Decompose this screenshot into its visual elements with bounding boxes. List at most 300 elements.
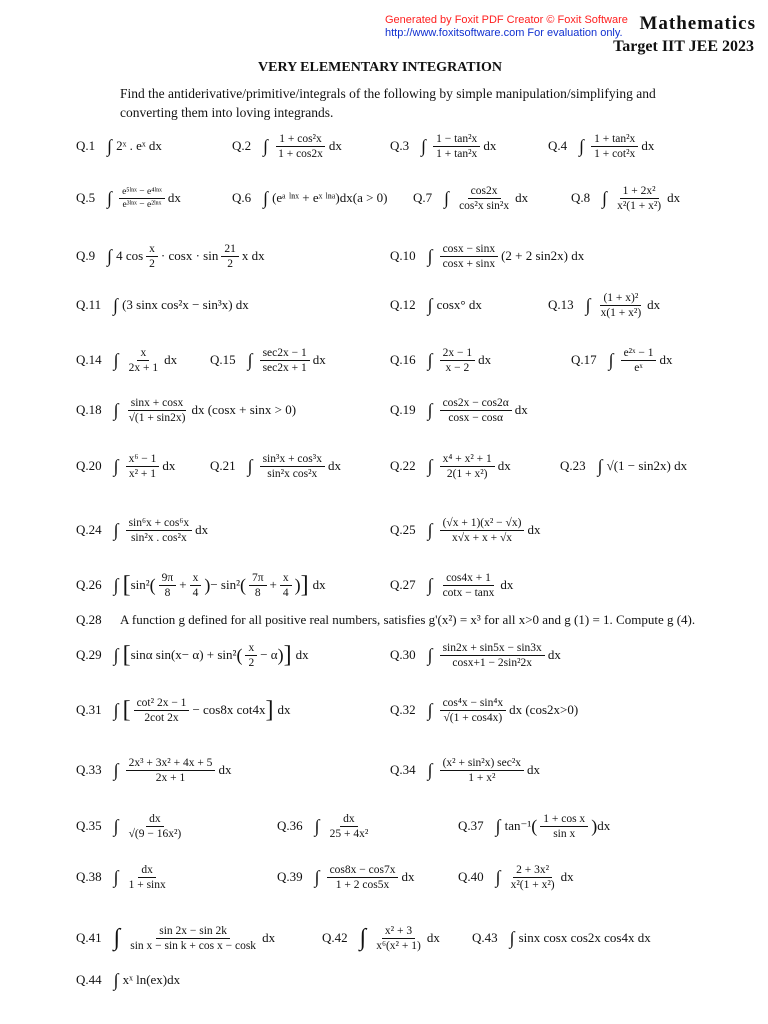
denominator: x²(1 + x²) (617, 199, 662, 212)
integral-sign: ∫ (495, 816, 501, 836)
fraction (433, 133, 480, 160)
question-tail: dx (426, 930, 440, 945)
integral-sign: ∫ (444, 188, 450, 208)
integral-sign: ∫ (263, 136, 269, 156)
question-body: xˣ ln(ex)dx (122, 972, 181, 987)
question-37 (458, 802, 610, 850)
question-label: Q.26 (76, 577, 102, 592)
integral-sign: ∫ (247, 350, 253, 370)
integral-sign: ∫ (247, 456, 253, 476)
question-tail: dx (659, 352, 673, 367)
question-15 (210, 336, 326, 384)
question-body: cosx° dx (436, 297, 482, 312)
numerator: cos4x + 1 (443, 572, 494, 586)
question-24 (76, 506, 208, 554)
question-label: Q.33 (76, 762, 102, 777)
question-body: A function g defined for all positive real numbers, satisfies g'(x²) = x³ for all x>0 and g (1) = 1. Compute g (4). (120, 612, 696, 627)
fraction (126, 757, 216, 784)
integral-sign: ∫ (113, 970, 119, 990)
denominator: x²(1 + x²) (510, 878, 555, 891)
denominator: eˣ (634, 361, 643, 374)
numerator: x (190, 572, 202, 586)
subject-heading: Mathematics (639, 13, 756, 34)
right-bracket: ] (300, 572, 309, 598)
denominator: √(1 + cos4x) (443, 711, 503, 724)
numerator: x (146, 243, 158, 257)
question-tail: dx (327, 458, 341, 473)
question-tail: dx (218, 762, 232, 777)
question-end: dx (277, 702, 291, 717)
question-middle: · cosx · sin (160, 248, 219, 263)
denominator: x√x + x + √x (451, 531, 513, 544)
question-tail: dx (195, 522, 209, 537)
numerator: e²ˣ − 1 (621, 347, 657, 361)
question-17 (571, 336, 672, 384)
question-label: Q.32 (390, 702, 416, 717)
integral-sign: ∫ (421, 136, 427, 156)
numerator: x (280, 572, 292, 586)
fraction (373, 925, 424, 952)
integral-sign: ∫ (427, 645, 433, 665)
numerator: (√x + 1)(x² − √x) (440, 517, 525, 531)
question-prefix: 4 cos (116, 248, 144, 263)
question-operator: + (269, 577, 277, 592)
question-2 (232, 122, 342, 170)
integral-sign: ∫ (113, 816, 119, 836)
numerator: 1 + tan²x (591, 133, 638, 147)
integral-sign: ∫ (427, 700, 433, 720)
question-28 (76, 612, 696, 628)
question-label: Q.5 (76, 190, 96, 205)
question-label: Q.38 (76, 869, 102, 884)
left-paren: ( (239, 575, 246, 595)
question-tail: dx (667, 190, 681, 205)
question-8 (571, 174, 680, 222)
question-tail: dx (597, 818, 611, 833)
question-32 (390, 686, 578, 734)
integral-sign: ∫ (585, 295, 591, 315)
question-19 (390, 386, 528, 434)
denominator: √(9 − 16x²) (128, 827, 182, 840)
question-35 (76, 802, 187, 850)
question-29 (76, 631, 309, 679)
numerator: 1 + 2x² (620, 185, 659, 199)
integral-sign: ∫ (107, 246, 113, 266)
question-6 (232, 174, 388, 222)
right-bracket: ] (265, 697, 274, 723)
question-tail: dx (515, 190, 529, 205)
question-label: Q.29 (76, 647, 102, 662)
denominator: x(1 + x²) (600, 306, 642, 319)
right-paren: ) (591, 816, 598, 836)
denominator: x² + 1 (128, 467, 157, 480)
question-label: Q.19 (390, 402, 416, 417)
numerator: sin 2x − sin 2k (156, 925, 230, 939)
question-tail: dx (312, 577, 326, 592)
question-42 (322, 914, 440, 962)
denominator: cos²x sin²x (459, 199, 510, 212)
question-label: Q.25 (390, 522, 416, 537)
numerator: 21 (221, 243, 239, 257)
denominator: 2x + 1 (155, 771, 186, 784)
question-27 (390, 561, 513, 609)
numerator: 1 + cos²x (276, 133, 325, 147)
denominator: 1 + tan²x (436, 147, 478, 160)
question-16 (390, 336, 491, 384)
question-43 (472, 914, 651, 962)
fraction (245, 642, 257, 669)
denominator: cosx+1 − 2sin²2x (452, 656, 533, 669)
integral-sign: ∫ (579, 136, 585, 156)
question-body: (3 sinx cos²x − sin³x) dx (122, 297, 249, 312)
question-tail: dx (162, 458, 176, 473)
question-label: Q.15 (210, 352, 236, 367)
denominator: sec2x + 1 (262, 361, 307, 374)
integral-sign: ∫ (427, 575, 433, 595)
fraction (159, 572, 177, 599)
question-label: Q.13 (548, 297, 574, 312)
fraction (280, 572, 292, 599)
question-label: Q.35 (76, 818, 102, 833)
question-tail: − cos8x cot4x (192, 702, 266, 717)
denominator: sin²x . cos²x (130, 531, 187, 544)
numerator: cos2x (468, 185, 501, 199)
fraction (126, 453, 160, 480)
question-tail: dx (262, 930, 276, 945)
denominator: 1 + x² (468, 771, 496, 784)
question-label: Q.30 (390, 647, 416, 662)
question-label: Q.6 (232, 190, 252, 205)
question-4 (548, 122, 654, 170)
integral-sign: ∫ (107, 188, 113, 208)
numerator: x² + 3 (382, 925, 415, 939)
denominator: 2cot 2x (144, 711, 179, 724)
integral-sign: ∫ (597, 456, 603, 476)
question-tail: x dx (241, 248, 265, 263)
numerator: 7π (249, 572, 267, 586)
question-14 (76, 336, 177, 384)
numerator: (1 + x)² (600, 292, 641, 306)
question-tail: dx (514, 402, 528, 417)
question-40 (458, 853, 574, 901)
question-34 (390, 746, 540, 794)
fraction (440, 347, 476, 374)
question-body: sinx cosx cos2x cos4x dx (518, 930, 651, 945)
right-paren: ) (277, 645, 284, 665)
integral-sign: ∫ (107, 136, 113, 156)
question-22 (390, 442, 511, 490)
question-prefix: tan⁻¹ (504, 818, 532, 833)
left-paren: ( (531, 816, 538, 836)
fraction (440, 517, 525, 544)
numerator: 1 + cos x (540, 813, 588, 827)
fraction (508, 864, 558, 891)
question-label: Q.2 (232, 138, 252, 153)
question-38 (76, 853, 172, 901)
question-label: Q.40 (458, 869, 484, 884)
question-label: Q.34 (390, 762, 416, 777)
denominator: 1 + cot²x (594, 147, 636, 160)
integral-sign: ∫ (495, 867, 501, 887)
integral-sign: ∫ (113, 925, 121, 951)
question-label: Q.17 (571, 352, 597, 367)
fraction (275, 133, 326, 160)
question-operator: + (179, 577, 187, 592)
numerator: 9π (159, 572, 177, 586)
question-label: Q.43 (472, 930, 498, 945)
question-1 (76, 122, 162, 170)
numerator: sinx + cosx (128, 397, 187, 411)
page-title: VERY ELEMENTARY INTEGRATION (258, 60, 503, 75)
fraction (190, 572, 202, 599)
denominator: sin x − sin k + cos x − cosk (130, 939, 257, 952)
question-prefix: sin² (130, 577, 150, 592)
integral-sign: ∫ (113, 575, 119, 595)
integral-sign: ∫ (602, 188, 608, 208)
question-tail: dx (167, 190, 181, 205)
question-tail: dx (478, 352, 492, 367)
denominator: 4 (192, 586, 199, 599)
question-label: Q.1 (76, 138, 96, 153)
question-tail: (2 + 2 sin2x) dx (501, 248, 585, 263)
question-prefix: sinα sin(x− α) + sin² (130, 647, 237, 662)
question-10 (390, 232, 584, 280)
question-tail: dx (497, 458, 511, 473)
fraction (440, 453, 495, 480)
fraction (591, 133, 638, 160)
question-5 (76, 174, 181, 222)
fraction (119, 187, 165, 210)
target-heading: Target IIT JEE 2023 (613, 38, 754, 55)
fraction (327, 864, 399, 891)
fraction (440, 243, 499, 270)
question-33 (76, 746, 231, 794)
question-tail: dx (647, 297, 661, 312)
question-label: Q.42 (322, 930, 348, 945)
fraction (440, 397, 512, 424)
numerator: 2x³ + 3x² + 4x + 5 (126, 757, 216, 771)
fraction (146, 243, 158, 270)
question-tail: − α (260, 647, 278, 662)
question-36 (277, 802, 374, 850)
question-tail: dx (cosx + sinx > 0) (191, 402, 297, 417)
integral-sign: ∫ (113, 520, 119, 540)
question-label: Q.27 (390, 577, 416, 592)
integral-sign: ∫ (314, 816, 320, 836)
numerator: 2 + 3x² (513, 864, 552, 878)
question-body: (eᵃ ˡⁿˣ + eˣ ˡⁿᵃ)dx(a > 0) (272, 190, 388, 205)
integral-sign: ∫ (427, 295, 433, 315)
question-25 (390, 506, 540, 554)
right-bracket: ] (283, 642, 292, 668)
numerator: dx (146, 813, 164, 827)
numerator: sin³x + cos³x (260, 453, 325, 467)
integral-sign: ∫ (113, 456, 119, 476)
numerator: sec2x − 1 (260, 347, 310, 361)
numerator: e⁵ˡⁿˣ − e⁴ˡⁿˣ (119, 187, 165, 199)
denominator: 4 (282, 586, 289, 599)
numerator: x⁴ + x² + 1 (440, 453, 495, 467)
question-44 (76, 956, 180, 1004)
fraction (440, 757, 524, 784)
question-label: Q.10 (390, 248, 416, 263)
fraction (440, 572, 498, 599)
integral-sign: ∫ (427, 246, 433, 266)
fraction (126, 813, 185, 840)
fraction (249, 572, 267, 599)
denominator: sin²x cos²x (267, 467, 318, 480)
integral-sign: ∫ (113, 350, 119, 370)
left-bracket: [ (122, 572, 131, 598)
question-9 (76, 232, 265, 280)
right-paren: ) (204, 575, 211, 595)
fraction (260, 347, 310, 374)
denominator: 1 + cos2x (278, 147, 323, 160)
integral-sign: ∫ (263, 188, 269, 208)
question-label: Q.8 (571, 190, 591, 205)
question-label: Q.12 (390, 297, 416, 312)
fraction (598, 292, 645, 319)
denominator: 8 (254, 586, 261, 599)
denominator: cotx − tanx (442, 586, 495, 599)
fraction (221, 243, 239, 270)
question-label: Q.20 (76, 458, 102, 473)
fraction (260, 453, 325, 480)
question-label: Q.41 (76, 930, 102, 945)
question-30 (390, 631, 561, 679)
numerator: dx (138, 864, 156, 878)
fraction (456, 185, 512, 212)
left-paren: ( (149, 575, 156, 595)
numerator: dx (340, 813, 358, 827)
numerator: cos⁴x − sin⁴x (440, 697, 507, 711)
integral-sign: ∫ (427, 760, 433, 780)
fraction (327, 813, 372, 840)
denominator: 2 (248, 656, 255, 669)
question-label: Q.18 (76, 402, 102, 417)
question-tail: dx (401, 869, 415, 884)
question-label: Q.11 (76, 297, 102, 312)
fraction (126, 864, 169, 891)
denominator: x − 2 (445, 361, 470, 374)
question-tail: dx (527, 522, 541, 537)
denominator: 1 + 2 cos5x (335, 878, 390, 891)
question-label: Q.16 (390, 352, 416, 367)
question-18 (76, 386, 296, 434)
integral-sign: ∫ (113, 760, 119, 780)
denominator: 2x + 1 (128, 361, 159, 374)
integral-sign: ∫ (427, 350, 433, 370)
numerator: 2x − 1 (440, 347, 476, 361)
left-bracket: [ (122, 697, 131, 723)
question-label: Q.22 (390, 458, 416, 473)
denominator: 8 (164, 586, 171, 599)
question-tail: dx (527, 762, 541, 777)
integral-sign: ∫ (113, 700, 119, 720)
fraction (126, 347, 162, 374)
question-label: Q.36 (277, 818, 303, 833)
fraction (127, 925, 259, 952)
question-20 (76, 442, 175, 490)
integral-sign: ∫ (113, 295, 119, 315)
question-tail: dx (164, 352, 178, 367)
denominator: 2 (227, 257, 233, 270)
question-tail: dx (cos2x>0) (509, 702, 579, 717)
question-label: Q.3 (390, 138, 410, 153)
numerator: cosx − sinx (440, 243, 499, 257)
question-label: Q.21 (210, 458, 236, 473)
denominator: sin x (553, 827, 576, 840)
question-label: Q.44 (76, 972, 102, 987)
fraction (540, 813, 588, 840)
fraction (134, 697, 190, 724)
question-middle: − sin² (210, 577, 240, 592)
denominator: cosx + sinx (442, 257, 496, 270)
numerator: cot² 2x − 1 (134, 697, 190, 711)
question-label: Q.24 (76, 522, 102, 537)
integral-sign: ∫ (314, 867, 320, 887)
question-label: Q.31 (76, 702, 102, 717)
watermark-line-2[interactable]: http://www.foxitsoftware.com For evaluation only. (385, 27, 623, 39)
fraction (621, 347, 657, 374)
question-12 (390, 281, 482, 329)
numerator: x (245, 642, 257, 656)
question-11 (76, 281, 249, 329)
question-label: Q.7 (413, 190, 433, 205)
question-tail: dx (547, 647, 561, 662)
question-label: Q.39 (277, 869, 303, 884)
question-label: Q.4 (548, 138, 568, 153)
question-label: Q.23 (560, 458, 586, 473)
denominator: cosx − cosα (448, 411, 503, 424)
question-21 (210, 442, 341, 490)
question-3 (390, 122, 496, 170)
denominator: e³ˡⁿˣ − e²ˡⁿˣ (122, 199, 162, 210)
fraction (614, 185, 664, 212)
fraction (126, 517, 193, 544)
question-tail: dx (560, 869, 574, 884)
integral-sign: ∫ (427, 400, 433, 420)
question-tail: dx (483, 138, 497, 153)
denominator: 2 (149, 257, 155, 270)
denominator: 25 + 4x² (329, 827, 369, 840)
question-body: √(1 − sin2x) dx (606, 458, 688, 473)
question-39 (277, 853, 414, 901)
integral-sign: ∫ (509, 928, 515, 948)
question-label: Q.14 (76, 352, 102, 367)
question-tail: dx (500, 577, 514, 592)
question-23 (560, 442, 687, 490)
question-31 (76, 686, 290, 734)
numerator: x (137, 347, 149, 361)
fraction (440, 697, 507, 724)
integral-sign: ∫ (608, 350, 614, 370)
integral-sign: ∫ (427, 456, 433, 476)
denominator: √(1 + sin2x) (128, 411, 186, 424)
left-paren: ( (236, 645, 243, 665)
denominator: 1 + sinx (128, 878, 166, 891)
numerator: 1 − tan²x (433, 133, 480, 147)
question-body: 2ˣ . eˣ dx (116, 138, 162, 153)
integral-sign: ∫ (113, 645, 119, 665)
question-tail: dx (641, 138, 655, 153)
fraction (126, 397, 189, 424)
question-end: dx (295, 647, 309, 662)
question-7 (413, 174, 528, 222)
question-tail: dx (328, 138, 342, 153)
numerator: x⁶ − 1 (126, 453, 160, 467)
question-13 (548, 281, 660, 329)
